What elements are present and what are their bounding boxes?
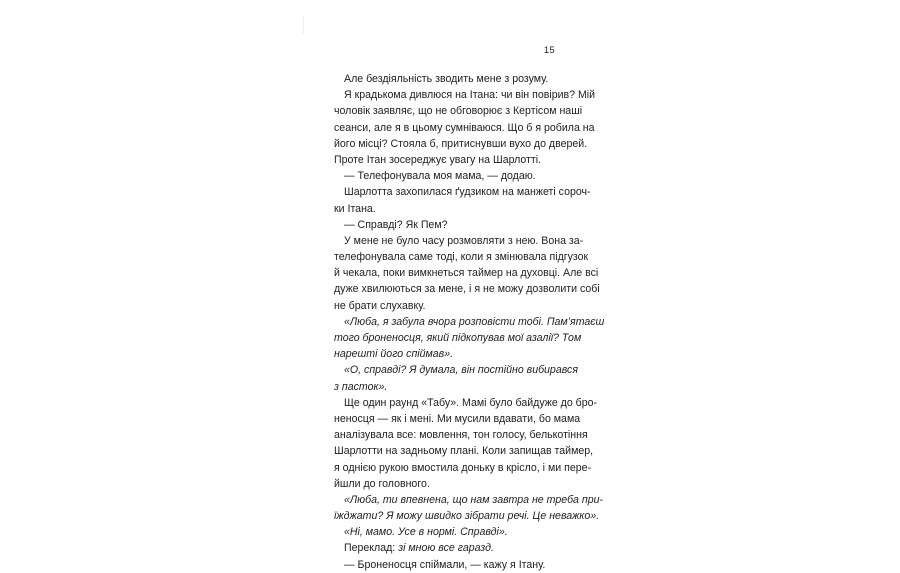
text-line: Шарлотти на задньому плані. Коли запищав таймер, xyxy=(334,445,594,458)
text-line: нарешті його спіймав». xyxy=(334,348,454,361)
page-number: 15 xyxy=(543,45,555,56)
text-line: «Люба, я забула вчора розповісти тобі. Пам’ятаєш xyxy=(344,315,605,328)
text-line: неносця — як і мені. Ми мусили вдавати, бо мама xyxy=(334,412,581,425)
text-line: Я крадькома дивлюся на Ітана: чи він повірив? Мій xyxy=(344,89,596,102)
text-line: й чекала, поки вимкнеться таймер на духовці. Але всі xyxy=(334,267,599,280)
text-line: я однією рукою вмостила доньку в крісло, і ми пере- xyxy=(334,461,592,474)
text-line: Ще один раунд «Табу». Мамі було байдуже до бро- xyxy=(344,396,598,409)
text-line: не брати слухавку. xyxy=(334,299,426,312)
translation-label: Переклад: xyxy=(344,542,399,555)
text-line: Шарлотта захопилася ґудзиком на манжеті сороч- xyxy=(344,186,591,199)
text-line: «Ні, мамо. Усе в нормі. Справді». xyxy=(344,526,508,539)
text-line: У мене не було часу розмовляти з нею. Вона за- xyxy=(344,234,584,247)
scan-artifact xyxy=(303,16,304,34)
text-line: — Броненосця спіймали, — кажу я Ітану. xyxy=(344,558,546,571)
text-line xyxy=(334,540,556,556)
text-line: аналізувала все: мовлення, тон голосу, белькотіння xyxy=(334,429,588,442)
text-line: «Люба, ти впевнена, що нам завтра не треба при- xyxy=(344,493,604,506)
text-line: його місці? Стояла б, притиснувши вухо до дверей. xyxy=(334,137,588,150)
text-line: ки Ітана. xyxy=(334,202,376,215)
text-line: того броненосця, який підкопував мої азалії? Том xyxy=(334,332,582,344)
text-line: Проте Ітан зосереджує увагу на Шарлотті. xyxy=(334,153,542,166)
text-line: — Телефонувала моя мама, — додаю. xyxy=(344,170,536,183)
translation-text: зі мною все гаразд. xyxy=(398,542,494,555)
text-line: сеанси, але я в цьому сумніваюся. Що б я робила на xyxy=(334,121,595,134)
text-line: — Справді? Як Пем? xyxy=(344,218,448,231)
text-line: чоловік заявляє, що не обговорює з Кертісом наші xyxy=(334,105,583,118)
text-line: їжджати? Я можу швидко зібрати речі. Це неважко». xyxy=(334,510,600,523)
text-line: з пасток». xyxy=(334,380,388,393)
text-line: Але бездіяльність зводить мене з розуму. xyxy=(344,73,549,85)
body-text xyxy=(334,71,605,573)
text-line: телефонувала саме тоді, коли я змінювала підгузок xyxy=(334,251,589,264)
text-line: «О, справді? Я думала, він постійно вибирався xyxy=(344,364,578,377)
text-line: дуже хвилюються за мене, і я не можу дозволити собі xyxy=(334,283,600,296)
text-line: йшли до головного. xyxy=(334,477,430,490)
